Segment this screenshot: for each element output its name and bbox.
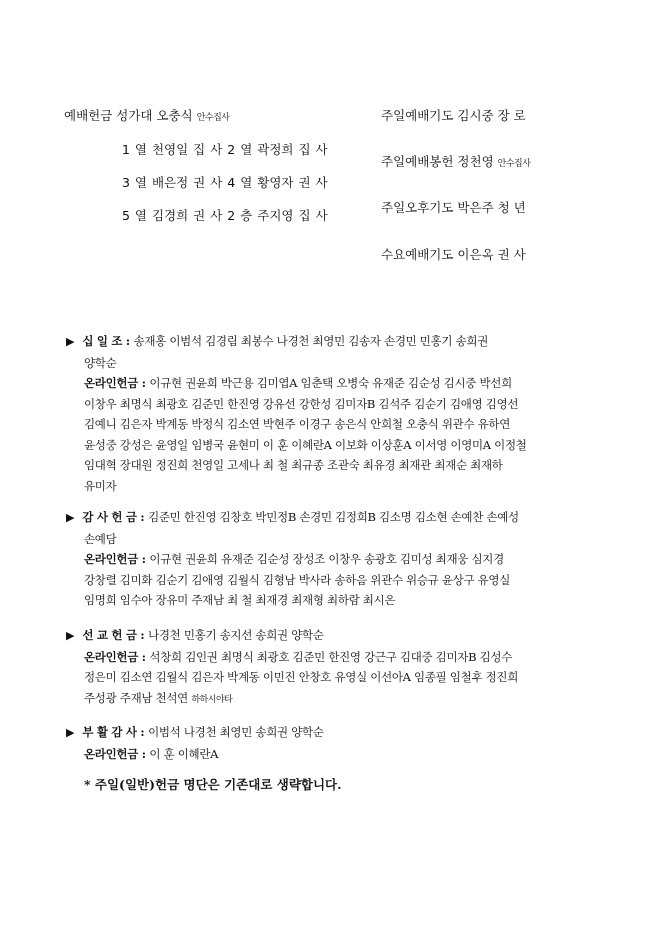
bullet-icon: ▶ — [66, 511, 75, 524]
online-label: 온라인헌금 : — [84, 552, 150, 566]
heading-title-small: 안수집사 — [196, 113, 230, 123]
tithe-online-row — [66, 373, 626, 394]
online-label: 온라인헌금 : — [84, 376, 150, 390]
section-easter — [66, 722, 626, 764]
mission-online-last — [66, 688, 626, 711]
mission-names: 나경천 민홍기 송지선 송희권 양학순 — [148, 628, 324, 642]
tithe-names-cont: 양학순 — [84, 355, 117, 370]
easter-label: 부 활 감 사 : — [82, 725, 149, 739]
tithe-row — [66, 331, 626, 353]
thanks-names-cont: 손예담 — [84, 531, 117, 546]
section-tithe — [66, 331, 626, 496]
online-names: 이 훈 이혜란A — [149, 746, 219, 761]
online-names-cont: 임명희 임수아 장유미 주재남 최 철 최재경 최재형 최하람 최시온 — [84, 593, 396, 607]
online-label: 온라인헌금 : — [84, 649, 150, 664]
sunday-afternoon-prayer — [381, 198, 526, 216]
thanks-names: 김준민 한진영 김창호 박민정B 손경민 김정희B 김소명 김소현 손예찬 손예성 — [148, 510, 519, 524]
omission-note: * 주일(일반)헌금 명단은 기존대로 생략합니다. — [84, 777, 342, 792]
thanks-row — [66, 507, 626, 529]
mission-row — [66, 625, 626, 647]
sunday-offering-title-small: 안수집사 — [497, 159, 531, 169]
sunday-prayer — [381, 106, 526, 124]
online-names: 이규현 권윤희 유재준 김순성 장성조 이창우 송광호 김미성 최재웅 심지경 — [149, 552, 504, 566]
afternoon-prayer-text: 주일오후기도 박은주 청 년 — [381, 200, 526, 215]
online-names-cont: 정은미 김소연 김월식 김은자 박계동 이민진 안창호 유영실 이선아A 임종필 임철후 정진희 — [84, 670, 519, 684]
wednesday-prayer — [381, 245, 526, 263]
online-names: 이규현 권윤희 박근용 김미엽A 임춘택 오병숙 유재준 김순성 김시중 박선희 — [149, 376, 512, 390]
thanks-online-row — [66, 549, 626, 570]
thanks-label: 감 사 헌 금 : — [82, 510, 149, 524]
online-names: 석창희 김인권 최명식 최광호 김준민 한진영 강근구 김대중 김미자B 김성수 — [149, 649, 513, 664]
bullet-icon: ▶ — [66, 726, 75, 739]
online-names-cont: 김예니 김은자 박계동 박정식 김소연 박현주 이경구 송은식 안희철 오충식 위관수 유하연 — [84, 417, 511, 431]
online-names-cont: 임대혁 장대원 정진희 천영일 고세나 최 철 최규종 조관숙 최유경 최재관 최재순 최재하 — [84, 458, 503, 472]
bullet-icon: ▶ — [66, 629, 75, 642]
easter-names: 이범석 나경천 최영민 송희권 양학순 — [148, 725, 324, 739]
mission-online-row — [66, 647, 626, 668]
online-names-cont: 유미자 — [84, 478, 117, 493]
online-names-cont: 윤성중 강성은 윤영일 임병국 윤현미 이 훈 이혜란A 이보화 이상훈A 이서영 이영미A 이정철 — [84, 437, 527, 452]
choir-row-2: 3 열 배은정 권 사 4 열 황영자 권 사 — [122, 175, 328, 190]
wednesday-prayer-text: 수요예배기도 이은옥 권 사 — [381, 247, 526, 262]
choir-row-1: 1 열 천영일 집 사 2 열 곽정희 집 사 — [122, 142, 328, 157]
easter-online-row — [66, 744, 626, 765]
online-label: 온라인헌금 : — [84, 746, 150, 761]
online-small-text: 하하시야타 — [191, 694, 233, 705]
sunday-prayer-text: 주일예배기도 김시중 장 로 — [381, 108, 526, 123]
choir-row-3: 5 열 김경희 권 사 2 층 주지영 집 사 — [122, 208, 328, 223]
offering-choir-heading — [64, 106, 229, 124]
mission-label: 선 교 헌 금 : — [82, 628, 149, 642]
bullet-icon: ▶ — [66, 335, 75, 348]
online-names-cont: 주성광 주재남 천석연 — [84, 690, 188, 705]
online-names-cont: 강창렬 김미화 김순기 김애영 김월식 김형남 박사라 송하음 위관수 위승규 윤상구 유영실 — [84, 572, 511, 587]
section-mission — [66, 625, 626, 710]
tithe-names: 송재홍 이범석 김경림 최봉수 나경천 최영민 김송자 손경민 민홍기 송희권 — [133, 334, 489, 348]
sunday-offering-text: 주일예배봉헌 정천영 — [381, 154, 494, 169]
tithe-label: 십 일 조 : — [82, 334, 134, 348]
easter-row — [66, 722, 626, 744]
sunday-offering — [381, 152, 530, 170]
heading-text: 예배헌금 성가대 오충식 — [64, 108, 193, 123]
section-thanksgiving — [66, 507, 626, 611]
online-names-cont: 이창우 최명식 최광호 김준민 한진영 강유선 강한성 김미자B 김석주 김순기 김애영 김영선 — [84, 396, 519, 411]
